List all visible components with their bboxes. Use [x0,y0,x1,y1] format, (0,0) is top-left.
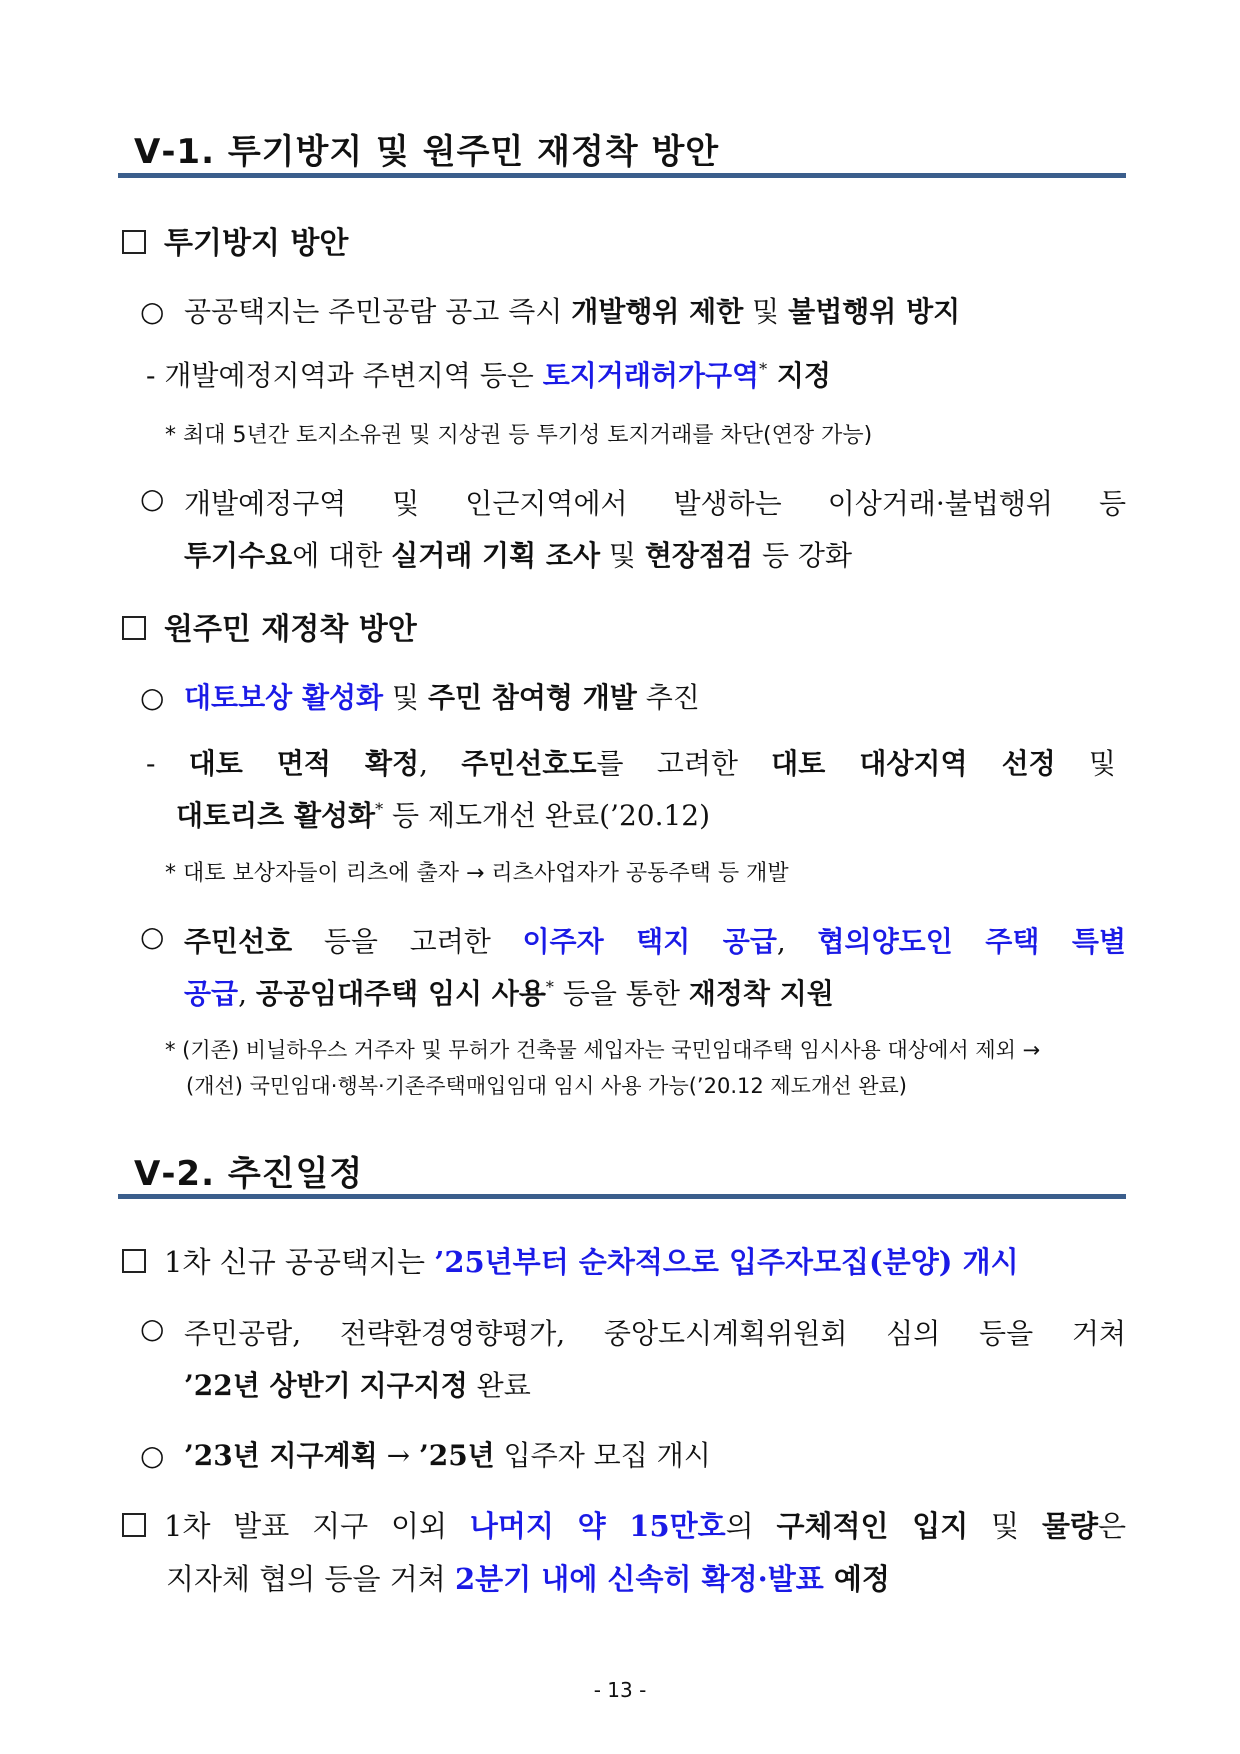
bullet-district-plan: ○ ’23년 지구계획 → ’25년 입주자 모집 개시 [140,1439,711,1472]
note-reits: * 대토 보상자들이 리츠에 출자 → 리츠사업자가 공동주택 등 개발 [165,861,789,886]
dash-land-area: - 대토 면적 확정, 주민선호도를 고려한 대토 대상지역 선정 및 대토리츠 활성화* 등 제도개선 완료(’20.12) [146,747,1116,832]
box-remaining-houses: 1차 발표 지구 이외 나머지 약 15만호의 구체적인 입지 및 물량은 지자체 협의 등을 거쳐 2분기 내에 신속히 확정·발표 예정 [122,1504,1126,1598]
bullet-district-designation: ○ 주민공람, 전략환경영향평가, 중앙도시계획위원회 심의 등을 거쳐 ’22년 상반기 지구지정 완료 [140,1312,1126,1402]
bullet-abnormal-trade: ○ 개발예정구역 및 인근지역에서 발생하는 이상거래·불법행위 등 투기수요에 대한 실거래 기획 조사 및 현장점검 등 강화 [140,482,1126,572]
note-temporary-housing-1: * (기존) 비닐하우스 거주자 및 무허가 건축물 세입자는 국민임대주택 임시사용 대상에서 제외 → [165,1038,1041,1062]
box-schedule-first: 1차 신규 공공택지는 ’25년부터 순차적으로 입주자모집(분양) 개시 [122,1240,1019,1281]
section-rule-1 [118,173,1126,178]
bullet-development-restriction: ○ 공공택지는 주민공람 공고 즉시 개발행위 제한 및 불법행위 방지 [140,295,961,328]
box-heading-speculation: 투기방지 방안 [122,218,348,262]
checkbox-icon [122,1513,146,1537]
section-title-2: Ⅴ-2. 추진일정 [134,1154,364,1194]
section-title-1: Ⅴ-1. 투기방지 및 원주민 재정착 방안 [134,132,720,172]
page-number: - 13 - [593,1678,647,1702]
section-rule-2 [118,1194,1126,1199]
box-heading-resettlement: 원주민 재정착 방안 [122,604,417,648]
dash-permit-zone: - 개발예정지역과 주변지역 등은 토지거래허가구역* 지정 [146,359,831,392]
note-temporary-housing-2: (개선) 국민임대·행복·기존주택매입임대 임시 사용 가능(’20.12 제도개선 완료) [186,1074,907,1098]
checkbox-icon [122,616,146,640]
note-5-years: * 최대 5년간 토지소유권 및 지상권 등 투기성 토지거래를 차단(연장 가능) [165,423,873,448]
checkbox-icon [122,230,146,254]
bullet-resident-preference: ○ 주민선호 등을 고려한 이주자 택지 공급, 협의양도인 주택 특별 공급, 공공임대주택 임시 사용* 등을 통한 재정착 지원 [140,920,1126,1010]
checkbox-icon [122,1249,146,1273]
bullet-land-compensation: ○ 대토보상 활성화 및 주민 참여형 개발 추진 [140,681,700,714]
